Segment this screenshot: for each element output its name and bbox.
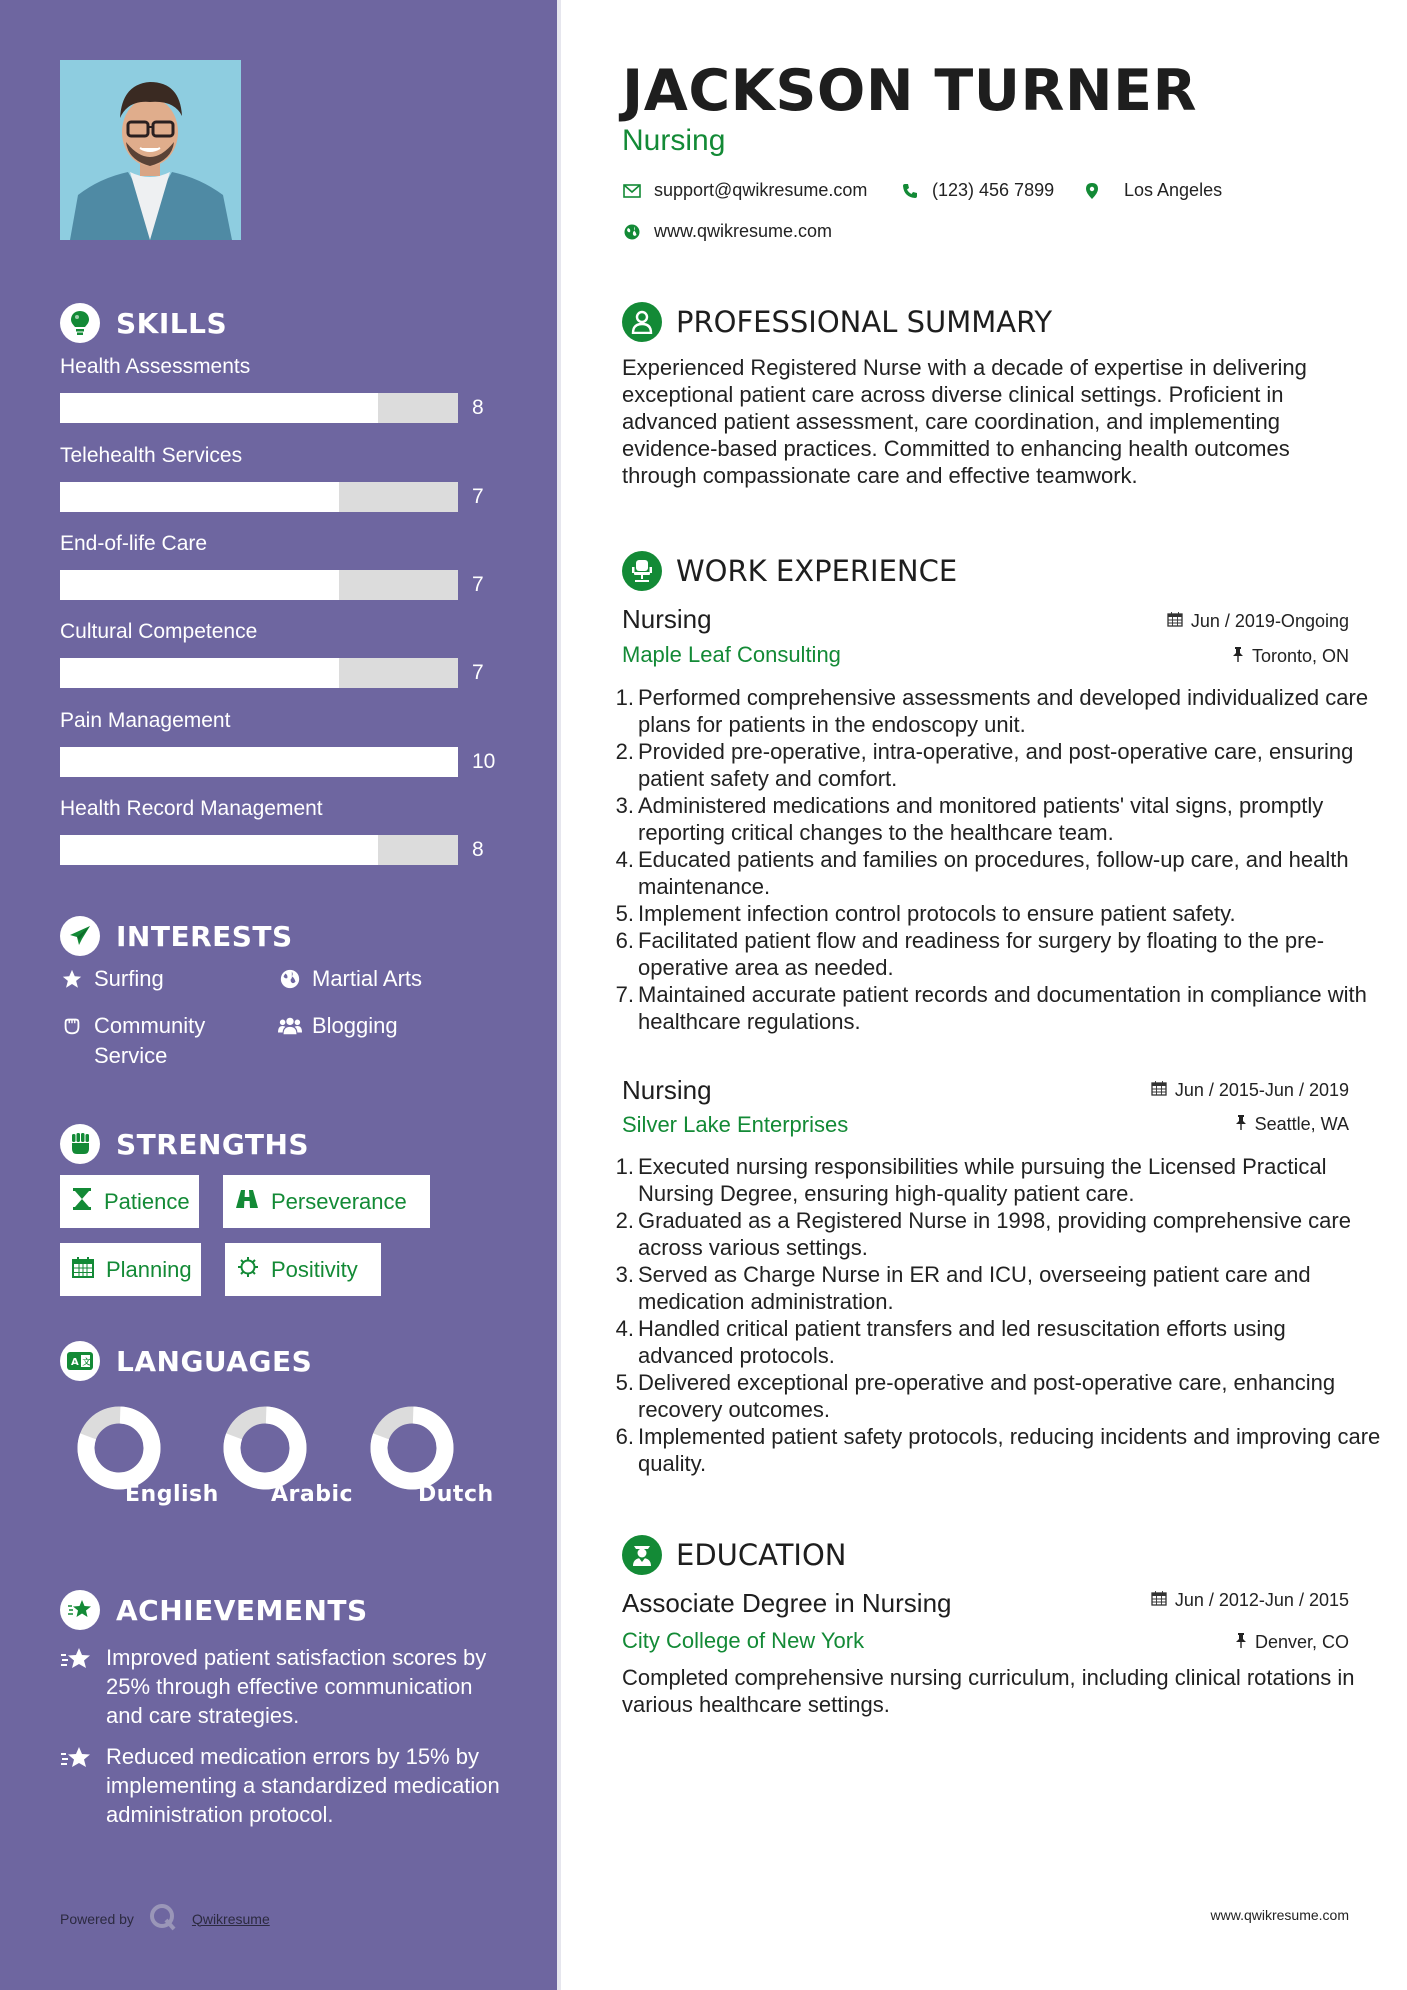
language-donut-chart: [370, 1406, 454, 1490]
list-item: 4. Handled critical patient transfers and led resuscitation efforts using advanced protocols.: [615, 1316, 1286, 1368]
achievements-heading: [60, 1590, 368, 1630]
user-icon: [622, 302, 662, 342]
list-item: 1. Executed nursing responsibilities while pursuing the Licensed Practical Nursing Degree, ensuring high-quality patient care.: [615, 1154, 1327, 1206]
hourglass-icon: [72, 1187, 92, 1217]
strength-tag: [223, 1175, 430, 1228]
skill-value: 7: [472, 485, 484, 508]
skill-item: [60, 797, 520, 865]
interest-label: Martial Arts: [312, 966, 423, 991]
skills-title: SKILLS: [116, 306, 228, 340]
language-donut-chart: [223, 1406, 307, 1490]
list-item: 5. Implement infection control protocols to ensure patient safety.: [615, 901, 1236, 926]
main-content: [561, 0, 1407, 1990]
skill-label: Health Assessments: [60, 355, 251, 378]
language-label: English: [125, 1482, 219, 1507]
email-text[interactable]: support@qwikresume.com: [654, 180, 868, 200]
strength-label: Planning: [106, 1256, 192, 1282]
skill-label: Telehealth Services: [60, 444, 243, 467]
skill-label: End-of-life Care: [60, 532, 208, 555]
job-responsibilities: [615, 1153, 1382, 1477]
svg-text:A: A: [71, 1357, 79, 1368]
contact-email: [622, 180, 867, 201]
interests-title: INTERESTS: [116, 919, 293, 953]
language-donut-chart: [77, 1406, 161, 1490]
job-location-text: Seattle, WA: [1254, 1114, 1349, 1134]
phone-text[interactable]: (123) 456 7899: [932, 180, 1055, 200]
powered-by: [60, 1902, 270, 1935]
job-dates: [1151, 1080, 1349, 1101]
skill-label: Health Record Management: [60, 797, 323, 820]
pushpin-icon: [1235, 1632, 1247, 1653]
list-item: 2. Graduated as a Registered Nurse in 1998, providing comprehensive care across various settings.: [615, 1208, 1351, 1260]
education-location: [1235, 1632, 1349, 1653]
strength-tag: [225, 1243, 381, 1296]
skill-value: 8: [472, 838, 484, 861]
achievement-item: [60, 1643, 500, 1730]
job-dates-text: Jun / 2019-Ongoing: [1190, 611, 1349, 631]
globe-icon: [622, 222, 642, 242]
list-item: 6. Implemented patient safety protocols, reducing incidents and improving care quality.: [615, 1424, 1381, 1476]
skill-item: [60, 355, 520, 423]
degree-title: Associate Degree in Nursing: [622, 1588, 952, 1618]
language-label: Dutch: [418, 1482, 494, 1507]
qwikresume-link[interactable]: Qwikresume: [191, 1910, 270, 1927]
skill-bar-fill: [60, 482, 339, 512]
job-company: Maple Leaf Consulting: [622, 642, 841, 667]
language-label: Arabic: [271, 1482, 354, 1507]
skill-label: Pain Management: [60, 709, 231, 732]
skill-value: 8: [472, 396, 484, 419]
contact-website: [622, 221, 832, 242]
shooting-star-icon: [60, 1742, 94, 1829]
envelope-icon: [622, 181, 642, 201]
graduate-icon: [622, 1535, 662, 1575]
skill-value: 7: [472, 573, 484, 596]
list-item: 6. Facilitated patient flow and readiness for surgery by floating to the pre-operative area as needed.: [615, 928, 1325, 980]
education-location-text: Denver, CO: [1254, 1632, 1349, 1652]
skill-item: [60, 620, 520, 688]
achievement-text: Improved patient satisfaction scores by 25% through effective communication and care strategies.: [106, 1645, 487, 1728]
interest-item: [278, 1011, 398, 1041]
list-item: 5. Delivered exceptional pre-operative and post-operative care, enhancing recovery outcomes.: [615, 1370, 1336, 1422]
strength-label: Positivity: [271, 1256, 358, 1282]
interest-item: [60, 1011, 260, 1071]
interest-label: Community Service: [94, 1013, 206, 1068]
strength-tag: [60, 1175, 199, 1228]
skill-value: 10: [472, 750, 496, 773]
road-icon: [235, 1189, 259, 1215]
contact-location: [1082, 180, 1222, 201]
skill-bar-fill: [60, 658, 339, 688]
candidate-role: Nursing: [622, 124, 726, 157]
calendar-icon: [1151, 1590, 1167, 1611]
skills-heading: [60, 303, 227, 343]
profile-photo: [60, 60, 241, 240]
strength-label: Perseverance: [271, 1188, 407, 1214]
achievement-text: Reduced medication errors by 15% by implementing a standardized medication administration protocol.: [106, 1744, 500, 1827]
job-responsibilities: [615, 684, 1382, 1035]
sun-icon: [237, 1256, 259, 1284]
lightbulb-icon: [60, 303, 100, 343]
strength-label: Patience: [104, 1188, 190, 1214]
svg-text:文: 文: [82, 1357, 91, 1367]
powered-by-label: Powered by: [60, 1910, 134, 1927]
location-text: Los Angeles: [1124, 180, 1223, 200]
hand-icon: [60, 1011, 84, 1041]
interest-label: Blogging: [312, 1013, 398, 1038]
list-item: 1. Performed comprehensive assessments and developed individualized care plans for patients in the endoscopy unit.: [615, 685, 1369, 737]
skill-bar: [60, 658, 458, 688]
fist-icon: [60, 1124, 100, 1164]
skill-bar-fill: [60, 570, 339, 600]
paper-plane-icon: [60, 916, 100, 956]
pushpin-icon: [1235, 1114, 1247, 1135]
achievements-title: ACHIEVEMENTS: [116, 1593, 368, 1627]
list-item: 4. Educated patients and families on procedures, follow-up care, and health maintenance.: [615, 847, 1349, 899]
list-item: 7. Maintained accurate patient records and documentation in compliance with healthcare regulations.: [615, 982, 1367, 1034]
qwikresume-logo-icon: [148, 1902, 178, 1935]
interest-item: [278, 964, 422, 994]
experience-title: WORK EXPERIENCE: [676, 554, 958, 588]
phone-icon: [900, 181, 920, 201]
map-pin-icon: [1082, 181, 1102, 201]
job-company: Silver Lake Enterprises: [622, 1112, 849, 1137]
calendar-icon: [1167, 611, 1183, 632]
skill-label: Cultural Competence: [60, 620, 258, 643]
calendar-icon: [72, 1256, 94, 1284]
skill-item: [60, 444, 520, 512]
job-location: [1232, 646, 1349, 667]
pushpin-icon: [1232, 646, 1244, 667]
language-item: [64, 1406, 219, 1507]
skill-bar: [60, 393, 458, 423]
calendar-icon: [1151, 1080, 1167, 1101]
summary-heading: [622, 302, 1052, 342]
interest-item: [60, 964, 164, 994]
list-item: 2. Provided pre-operative, intra-operative, and post-operative care, ensuring patient safety and comfort.: [615, 739, 1354, 791]
skill-item: [60, 709, 520, 777]
job-dates-text: Jun / 2015-Jun / 2019: [1174, 1080, 1349, 1100]
languages-title: LANGUAGES: [116, 1344, 313, 1378]
job-location: [1235, 1114, 1349, 1135]
star-icon: [60, 964, 84, 994]
contact-phone: [900, 180, 1054, 201]
interest-label: Surfing: [94, 966, 164, 991]
office-chair-icon: [622, 551, 662, 591]
strengths-title: STRENGTHS: [116, 1127, 310, 1161]
education-description: Completed comprehensive nursing curriculum, including clinical rotations in various healthcare settings.: [622, 1665, 1355, 1717]
education-title: EDUCATION: [676, 1538, 847, 1572]
job-title: Nursing: [622, 1075, 712, 1105]
language-item: [357, 1406, 494, 1507]
skill-value: 7: [472, 661, 484, 684]
job-location-text: Toronto, ON: [1251, 646, 1349, 666]
education-dates: [1151, 1590, 1349, 1611]
list-item: 3. Served as Charge Nurse in ER and ICU, overseeing patient care and medication administration.: [615, 1262, 1311, 1314]
strengths-heading: [60, 1124, 309, 1164]
strength-tag: [60, 1243, 201, 1296]
job-title: Nursing: [622, 604, 712, 634]
job-dates: [1167, 611, 1349, 632]
candidate-name: JACKSON TURNER: [622, 58, 1197, 124]
list-item: 3. Administered medications and monitored patients' vital signs, promptly reporting critical changes to the healthcare team.: [615, 793, 1324, 845]
skill-bar: [60, 747, 458, 777]
skill-bar: [60, 835, 458, 865]
shooting-star-icon: [60, 1590, 100, 1630]
languages-heading: [60, 1341, 312, 1381]
skill-bar: [60, 482, 458, 512]
summary-title: PROFESSIONAL SUMMARY: [676, 305, 1053, 339]
education-dates-text: Jun / 2012-Jun / 2015: [1174, 1590, 1349, 1610]
skill-item: [60, 532, 520, 600]
language-icon: [60, 1341, 100, 1381]
education-heading: [622, 1535, 847, 1575]
language-item: [210, 1406, 354, 1507]
experience-heading: [622, 551, 957, 591]
footer-website[interactable]: www.qwikresume.com: [1210, 1907, 1349, 1923]
school-name: City College of New York: [622, 1628, 865, 1653]
skill-bar-fill: [60, 393, 378, 423]
skill-bar-fill: [60, 835, 378, 865]
website-text[interactable]: www.qwikresume.com: [654, 221, 833, 241]
skill-bar-fill: [60, 747, 458, 777]
shooting-star-icon: [60, 1643, 94, 1730]
skill-bar: [60, 570, 458, 600]
users-icon: [278, 1011, 302, 1041]
globe-icon: [278, 964, 302, 994]
summary-text: Experienced Registered Nurse with a decade of expertise in delivering exceptional patient care across diverse clinical settings. Proficient in advanced patient assessment, care coordination, and implementing evidence-based practices. Committed to enhancing health outcomes through compassionate care and effective teamwork.: [622, 355, 1307, 488]
sidebar: [0, 0, 557, 1990]
interests-heading: [60, 916, 293, 956]
achievement-item: [60, 1742, 500, 1829]
